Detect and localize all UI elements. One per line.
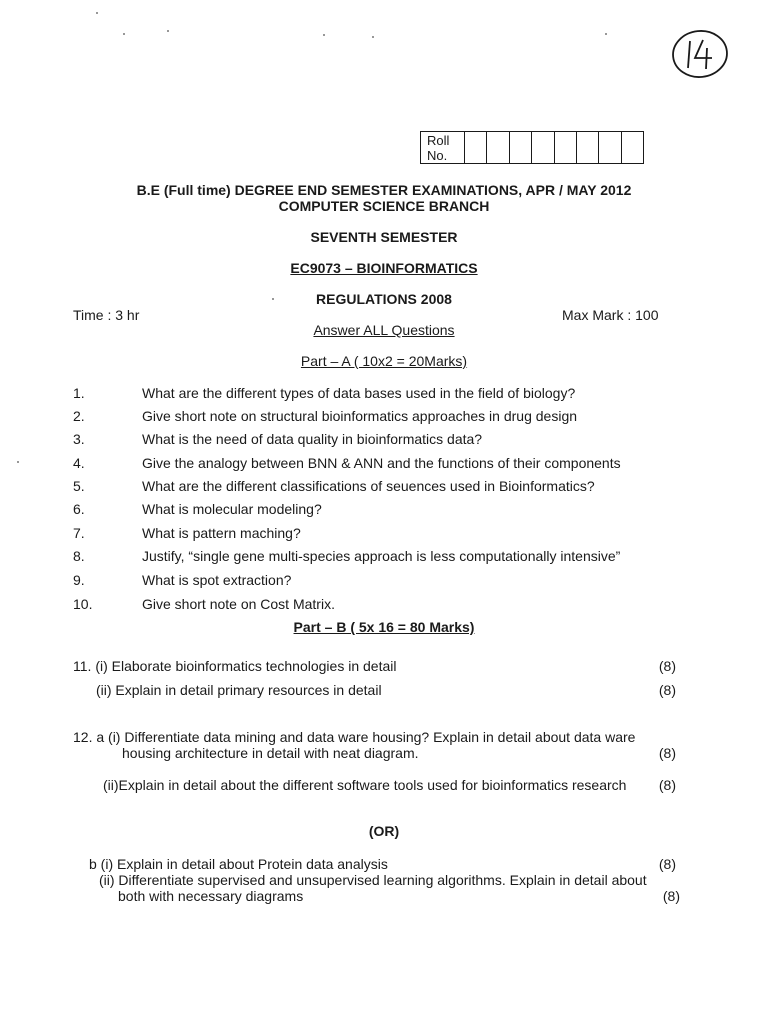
question-12a-i-line2: housing architecture in detail with neat diagram. (122, 745, 419, 761)
question-12a-ii: (ii)Explain in detail about the different software tools used for bioinformatics research (103, 777, 627, 793)
branch-title: COMPUTER SCIENCE BRANCH (278, 198, 490, 214)
roll-number-cell[interactable] (532, 132, 554, 163)
question-number: 4. (73, 455, 85, 471)
question-number: 9. (73, 572, 85, 588)
scan-speck (123, 33, 125, 35)
question-marks: (8) (662, 888, 680, 904)
scan-speck (167, 30, 169, 32)
question-marks: (8) (658, 682, 676, 698)
roll-number-cell[interactable] (465, 132, 487, 163)
semester-title: SEVENTH SEMESTER (310, 229, 458, 245)
roll-number-label: Roll No. (421, 132, 465, 163)
question-text: What is molecular modeling? (142, 501, 322, 517)
question-text: What is the need of data quality in bioinformatics data? (142, 431, 483, 447)
question-number: 2. (73, 408, 85, 424)
scan-speck (272, 298, 274, 300)
or-label: (OR) (368, 823, 400, 839)
question-12b-ii-line1: (ii) Differentiate supervised and unsupervised learning algorithms. Explain in detail about (99, 872, 647, 888)
regulations-title: REGULATIONS 2008 (316, 291, 452, 307)
question-text: What is spot extraction? (142, 572, 292, 588)
roll-number-cell[interactable] (510, 132, 532, 163)
question-text: What are the different types of data bases used in the field of biology? (142, 385, 576, 401)
question-number: 5. (73, 478, 85, 494)
roll-number-cell[interactable] (599, 132, 621, 163)
question-marks: (8) (658, 856, 676, 872)
question-12b-ii-line2: both with necessary diagrams (118, 888, 304, 904)
exam-time: Time : 3 hr (73, 307, 140, 323)
question-marks: (8) (658, 777, 676, 793)
question-12b-i: b (i) Explain in detail about Protein data analysis (89, 856, 388, 872)
question-text: Give short note on structural bioinformatics approaches in drug design (142, 408, 578, 424)
handwritten-page-number (670, 28, 730, 80)
scan-speck (17, 461, 19, 463)
question-11-ii: (ii) Explain in detail primary resources in detail (96, 682, 382, 698)
scan-speck (96, 12, 98, 14)
scan-speck (605, 33, 607, 35)
scan-speck (323, 34, 325, 36)
question-marks: (8) (658, 745, 676, 761)
question-text: Justify, “single gene multi-species approach is less computationally intensive” (142, 548, 621, 564)
question-12a-i-line1: 12. a (i) Differentiate data mining and data ware housing? Explain in detail about data ware (73, 729, 636, 745)
question-number: 3. (73, 431, 85, 447)
exam-title: B.E (Full time) DEGREE END SEMESTER EXAMINATIONS, APR / MAY 2012 (136, 182, 632, 198)
question-number: 10. (73, 596, 93, 612)
roll-number-cell[interactable] (555, 132, 577, 163)
question-number: 7. (73, 525, 85, 541)
question-number: 6. (73, 501, 85, 517)
course-title: EC9073 – BIOINFORMATICS (290, 260, 478, 276)
answer-instruction: Answer ALL Questions (313, 322, 455, 338)
max-mark: Max Mark : 100 (562, 307, 659, 323)
question-number: 8. (73, 548, 85, 564)
question-text: What is pattern maching? (142, 525, 301, 541)
question-text: Give short note on Cost Matrix. (142, 596, 335, 612)
roll-number-box[interactable] (420, 131, 644, 164)
part-b-title: Part – B ( 5x 16 = 80 Marks) (293, 619, 475, 635)
roll-number-cell[interactable] (577, 132, 599, 163)
part-a-title: Part – A ( 10x2 = 20Marks) (300, 353, 468, 369)
scan-speck (372, 36, 374, 38)
question-marks: (8) (658, 658, 676, 674)
question-text: Give the analogy between BNN & ANN and the functions of their components (142, 455, 621, 471)
roll-number-cell[interactable] (487, 132, 509, 163)
roll-number-cell[interactable] (622, 132, 643, 163)
question-text: What are the different classifications of seuences used in Bioinformatics? (142, 478, 595, 494)
question-number: 1. (73, 385, 85, 401)
question-11-i: 11. (i) Elaborate bioinformatics technologies in detail (73, 658, 397, 674)
